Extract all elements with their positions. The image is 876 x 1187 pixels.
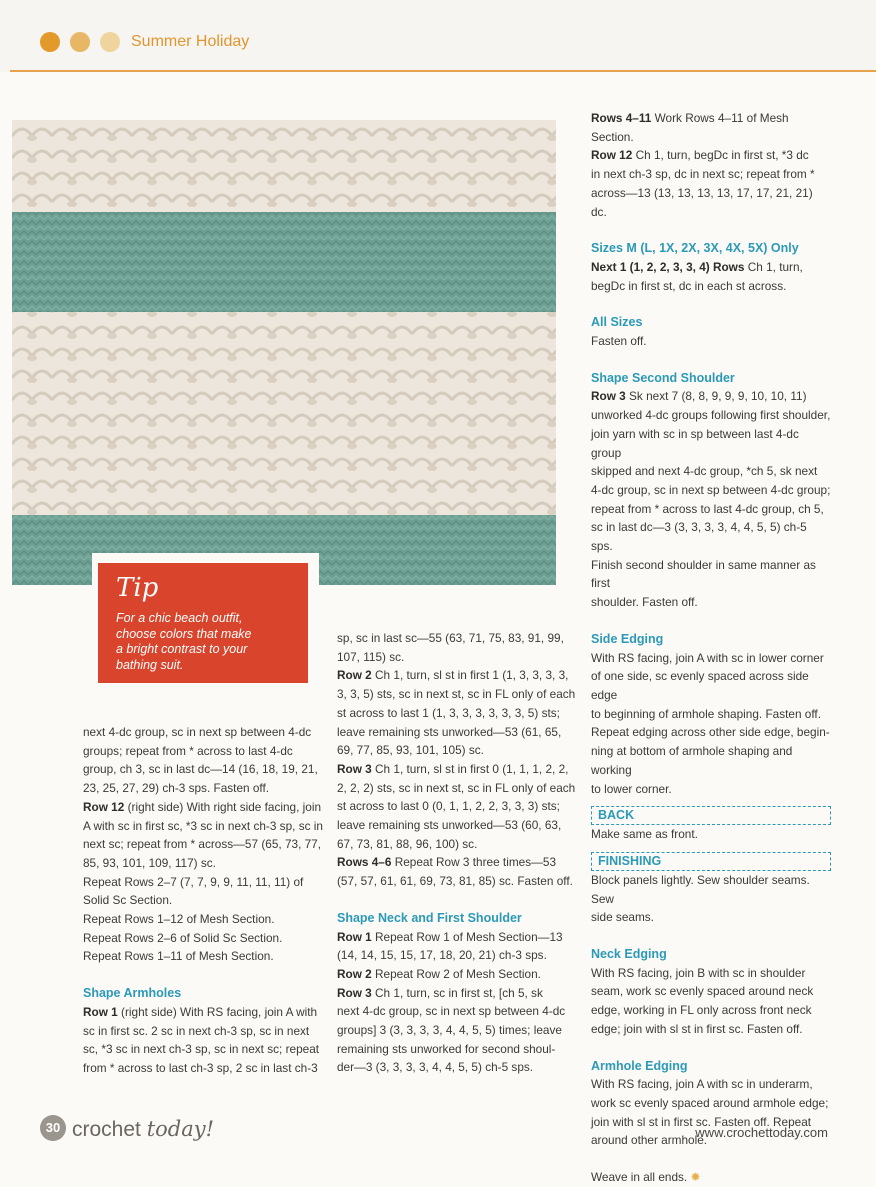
spacer (591, 221, 831, 239)
pattern-line (591, 1001, 831, 1020)
line-text: work sc evenly spaced around armhole edge; (591, 1095, 829, 1110)
line-text: groups; repeat from * across to last 4-dc (83, 743, 293, 758)
header-rule (10, 70, 876, 72)
row-label: Row 3 (337, 761, 372, 776)
row-label: Row 3 (591, 389, 626, 404)
line-text: Sk next 7 (8, 8, 9, 9, 9, 10, 10, 11) (625, 389, 807, 404)
line-text: With RS facing, join A with sc in underarm, (591, 1077, 813, 1092)
website-url: www.crochettoday.com (695, 1125, 828, 1140)
row-label: Row 1 (337, 929, 372, 944)
pattern-line (591, 277, 831, 296)
section-heading: Armhole Edging (591, 1058, 688, 1073)
line-text: around other armhole. (591, 1133, 708, 1148)
pattern-line (337, 853, 577, 872)
line-text: Ch 1, turn, (744, 259, 803, 274)
pattern-line (591, 258, 831, 277)
section-heading: Shape Neck and First Shoulder (337, 910, 522, 925)
row-label: Row 2 (337, 668, 372, 683)
line-text: (14, 14, 15, 15, 17, 18, 20, 21) ch-3 sps. (337, 948, 547, 963)
row-label: Row 12 (591, 148, 633, 163)
spacer (591, 612, 831, 630)
pattern-line (337, 946, 577, 965)
line-text: to beginning of armhole shaping. Fasten off. (591, 706, 821, 721)
section-heading: Side Edging (591, 631, 664, 646)
spacer (591, 927, 831, 945)
line-text: edge, working in FL only across front neck (591, 1003, 812, 1018)
pattern-line (337, 1058, 577, 1077)
pattern-line (591, 518, 831, 537)
pattern-line (83, 1022, 328, 1041)
line-text: With RS facing, join B with sc in shoulder (591, 965, 806, 980)
tip-line: choose colors that make (116, 626, 252, 641)
pattern-line (337, 648, 577, 667)
line-text: sc, *3 sc in next ch-3 sp, sc in next sc; repeat (83, 1042, 320, 1057)
tip-panel (98, 563, 308, 683)
pattern-line (591, 406, 831, 425)
tip-box (92, 553, 319, 691)
line-text: Ch 1, turn, sc in first st, [ch 5, sk (371, 985, 543, 1000)
pattern-line (591, 165, 831, 184)
line-text: side seams. (591, 910, 654, 925)
line-text: Ch 1, turn, sl st in first 1 (1, 3, 3, 3, 3, (371, 668, 569, 683)
section-box-heading: FINISHING (591, 852, 831, 871)
line-text: Solid Sc Section. (83, 893, 173, 908)
line-text: next 4-dc group, sc in next sp between 4-dc (337, 1004, 566, 1019)
line-text: leave remaining sts unworked—53 (61, 65, (337, 724, 562, 739)
page-number: 30 (40, 1115, 66, 1141)
pattern-line (337, 629, 577, 648)
pattern-line (591, 500, 831, 519)
section-title: Summer Holiday (131, 33, 250, 50)
crochet-swatch-photo (12, 120, 556, 585)
line-text: (57, 57, 61, 61, 69, 73, 81, 85) sc. Fasten off. (337, 874, 573, 889)
line-text: (right side) With right side facing, join (124, 799, 322, 814)
line-text: unworked 4-dc groups following first shoulder, (591, 408, 831, 423)
spacer (591, 295, 831, 313)
tip-line: For a chic beach outfit, (116, 611, 243, 625)
line-text: begDc in first st, dc in each st across. (591, 278, 787, 293)
pattern-line (591, 332, 831, 351)
pattern-line (337, 1021, 577, 1040)
column-2 (337, 629, 577, 1077)
line-text: leave remaining sts unworked—53 (60, 63, (337, 818, 562, 833)
brand-crochet: crochet (72, 1118, 141, 1141)
line-text: from * across to last ch-3 sp, 2 sc in last ch-3 (83, 1060, 318, 1075)
line-text: ning at bottom of armhole shaping and working (591, 744, 793, 777)
row-label: Rows 4–6 (337, 855, 392, 870)
line-text: Weave in all ends. (591, 1170, 688, 1185)
line-text: next sc; repeat from * across—57 (65, 73, 77, (83, 837, 322, 852)
line-text: Fasten off. (591, 334, 647, 349)
line-text: Ch 1, turn, begDc in first st, *3 dc (632, 148, 809, 163)
pattern-line (591, 146, 831, 165)
sun-icon: ✹ (687, 1170, 701, 1185)
pattern-line (83, 798, 328, 817)
pattern-line (591, 1094, 831, 1113)
line-text: Block panels lightly. Sew shoulder seams. Sew (591, 872, 810, 906)
section-heading: Shape Armholes (83, 986, 182, 1001)
pattern-line (337, 928, 577, 947)
pattern-line (337, 723, 577, 742)
header-dot-1 (40, 32, 60, 52)
row-label: Rows 4–11 (591, 111, 652, 125)
line-text: next 4-dc group, sc in next sp between 4-dc (83, 725, 312, 739)
row-label: Row 12 (83, 799, 125, 814)
pattern-line (591, 908, 831, 927)
pattern-line (83, 1040, 328, 1059)
pattern-line (591, 825, 831, 844)
column-1 (83, 723, 328, 1078)
pattern-line (83, 1003, 328, 1022)
row-label: Row 3 (337, 985, 372, 1000)
row-label: Next 1 (1, 2, 2, 3, 3, 4) Rows (591, 259, 745, 274)
pattern-line (83, 779, 328, 798)
pattern-line (83, 910, 328, 929)
pattern-line (83, 817, 328, 836)
pattern-line (83, 1059, 328, 1078)
column-3 (591, 109, 831, 1187)
line-text: sps. (591, 539, 613, 554)
line-text: With RS facing, join A with sc in lower corner (591, 650, 824, 665)
line-text: st across to last 0 (0, 1, 1, 2, 2, 3, 3, 3) sts; (337, 799, 560, 814)
pattern-line (337, 1040, 577, 1059)
spacer (591, 1150, 831, 1168)
line-text: sc in first sc. 2 sc in next ch-3 sp, sc in next (83, 1023, 310, 1038)
pattern-line (591, 742, 831, 779)
tip-line: a bright contrast to your (116, 642, 248, 656)
line-text: 107, 115) sc. (337, 649, 405, 664)
pattern-line (591, 1020, 831, 1039)
line-text: Repeat edging across other side edge, begin- (591, 725, 830, 740)
magazine-brand (72, 1117, 214, 1142)
pattern-line (591, 184, 831, 221)
pattern-line (591, 705, 831, 724)
line-text: Work Rows 4–11 of Mesh Section. (591, 111, 789, 144)
pattern-line (337, 984, 577, 1003)
pattern-line (591, 1168, 831, 1187)
pattern-line (337, 1002, 577, 1021)
pattern-line (591, 425, 831, 462)
section-heading: Shape Second Shoulder (591, 370, 735, 385)
pattern-line (591, 462, 831, 481)
line-text: group, ch 3, sc in last dc—14 (16, 18, 19, 21, (83, 762, 318, 777)
pattern-line (337, 741, 577, 760)
pattern-line (591, 556, 831, 593)
line-text: 67, 73, 81, 88, 96, 100) sc. (337, 836, 478, 851)
line-text: st across to last 1 (1, 3, 3, 3, 3, 3, 3, 5) sts; (337, 705, 560, 720)
line-text: Make same as front. (591, 827, 698, 842)
pattern-line (337, 760, 577, 779)
line-text: Repeat Rows 2–7 (7, 7, 9, 9, 11, 11, 11) of (83, 874, 304, 889)
pattern-line (337, 666, 577, 685)
pattern-line (83, 723, 328, 742)
pattern-line (591, 723, 831, 742)
line-text: 4-dc group, sc in next sp between 4-dc group; (591, 482, 831, 497)
pattern-line (83, 891, 328, 910)
pattern-line (83, 760, 328, 779)
pattern-line (83, 929, 328, 948)
section-heading: Sizes M (L, 1X, 2X, 3X, 4X, 5X) Only (591, 241, 799, 256)
tip-text (116, 611, 301, 673)
spacer (591, 1039, 831, 1057)
pattern-line (591, 780, 831, 799)
pattern-line (337, 965, 577, 984)
line-text: Repeat Row 3 three times—53 (391, 855, 557, 870)
pattern-line (591, 964, 831, 983)
pattern-line (337, 816, 577, 835)
pattern-line (337, 685, 577, 704)
tip-title: Tip (116, 573, 159, 603)
pattern-line (591, 593, 831, 612)
line-text: 69, 77, 85, 93, 101, 105) sc. (337, 743, 484, 758)
line-text: der—3 (3, 3, 3, 3, 4, 4, 5, 5) ch-5 sps. (337, 1060, 534, 1075)
line-text: Repeat Rows 1–12 of Mesh Section. (83, 912, 275, 927)
pattern-line (337, 797, 577, 816)
section-heading: All Sizes (591, 315, 643, 330)
spacer (591, 844, 831, 852)
spacer (83, 966, 328, 984)
line-text: across—13 (13, 13, 13, 13, 17, 17, 21, 21) dc. (591, 185, 813, 219)
pattern-line (591, 109, 831, 146)
section-heading: Neck Edging (591, 947, 667, 962)
brand-today: today! (146, 1117, 215, 1141)
line-text: A with sc in first sc, *3 sc in next ch-3 sp, sc in (83, 818, 323, 833)
pattern-line (591, 667, 831, 704)
line-text: of one side, sc evenly spaced across side edge (591, 669, 809, 702)
section-box-heading: BACK (591, 806, 831, 825)
spacer (591, 798, 831, 806)
spacer (591, 351, 831, 369)
pattern-line (591, 537, 831, 556)
line-text: 23, 25, 27, 29) ch-3 sps. Fasten off. (83, 781, 270, 796)
line-text: in next ch-3 sp, dc in next sc; repeat from * (591, 167, 815, 182)
pattern-line (83, 742, 328, 761)
line-text: to lower corner. (591, 781, 672, 796)
line-text: Repeat Rows 1–11 of Mesh Section. (83, 949, 274, 964)
pattern-line (591, 982, 831, 1001)
pattern-line (337, 835, 577, 854)
header-dot-2 (70, 32, 90, 52)
line-text: remaining sts unworked for second shoul- (337, 1041, 556, 1056)
line-text: (right side) With RS facing, join A with (117, 1004, 318, 1019)
line-text: join with sl st in first sc. Fasten off. Repeat (591, 1114, 812, 1129)
pattern-line (591, 387, 831, 406)
tip-line: bathing suit. (116, 657, 184, 672)
line-text: sp, sc in last sc—55 (63, 71, 75, 83, 91, 99, (337, 631, 564, 645)
line-text: 2, 2, 2) sts, sc in next st, sc in FL only of each (337, 780, 576, 795)
pattern-line (337, 704, 577, 723)
line-text: skipped and next 4-dc group, *ch 5, sk next (591, 464, 818, 479)
pattern-line (83, 947, 328, 966)
pattern-line (83, 854, 328, 873)
line-text: 3, 3, 5) sts, sc in next st, sc in FL only of each (337, 687, 576, 702)
line-text: repeat from * across to last 4-dc group, ch 5, (591, 501, 824, 516)
pattern-line (591, 871, 831, 908)
line-text: 85, 93, 101, 109, 117) sc. (83, 855, 216, 870)
pattern-line (591, 649, 831, 668)
line-text: seam, work sc evenly spaced around neck (591, 984, 814, 999)
row-label: Row 1 (83, 1004, 118, 1019)
line-text: join yarn with sc in sp between last 4-dc group (591, 426, 799, 460)
line-text: sc in last dc—3 (3, 3, 3, 3, 4, 4, 5, 5) ch-5 (591, 520, 807, 535)
line-text: edge; join with sl st in first sc. Fasten off. (591, 1021, 803, 1036)
line-text: Repeat Row 2 of Mesh Section. (371, 966, 541, 981)
pattern-line (83, 873, 328, 892)
spacer (337, 891, 577, 909)
line-text: Ch 1, turn, sl st in first 0 (1, 1, 1, 2, 2, (371, 761, 569, 776)
pattern-line (337, 779, 577, 798)
pattern-line (591, 481, 831, 500)
pattern-line (591, 1075, 831, 1094)
line-text: shoulder. Fasten off. (591, 595, 698, 610)
line-text: groups] 3 (3, 3, 3, 3, 4, 4, 5, 5) times; leave (337, 1023, 562, 1038)
header-dot-3 (100, 32, 120, 52)
line-text: Finish second shoulder in same manner as first (591, 557, 816, 591)
page-header (0, 0, 876, 72)
line-text: Repeat Row 1 of Mesh Section—13 (371, 929, 563, 944)
line-text: Repeat Rows 2–6 of Solid Sc Section. (83, 930, 283, 945)
pattern-line (83, 835, 328, 854)
pattern-line (337, 872, 577, 891)
row-label: Row 2 (337, 966, 372, 981)
